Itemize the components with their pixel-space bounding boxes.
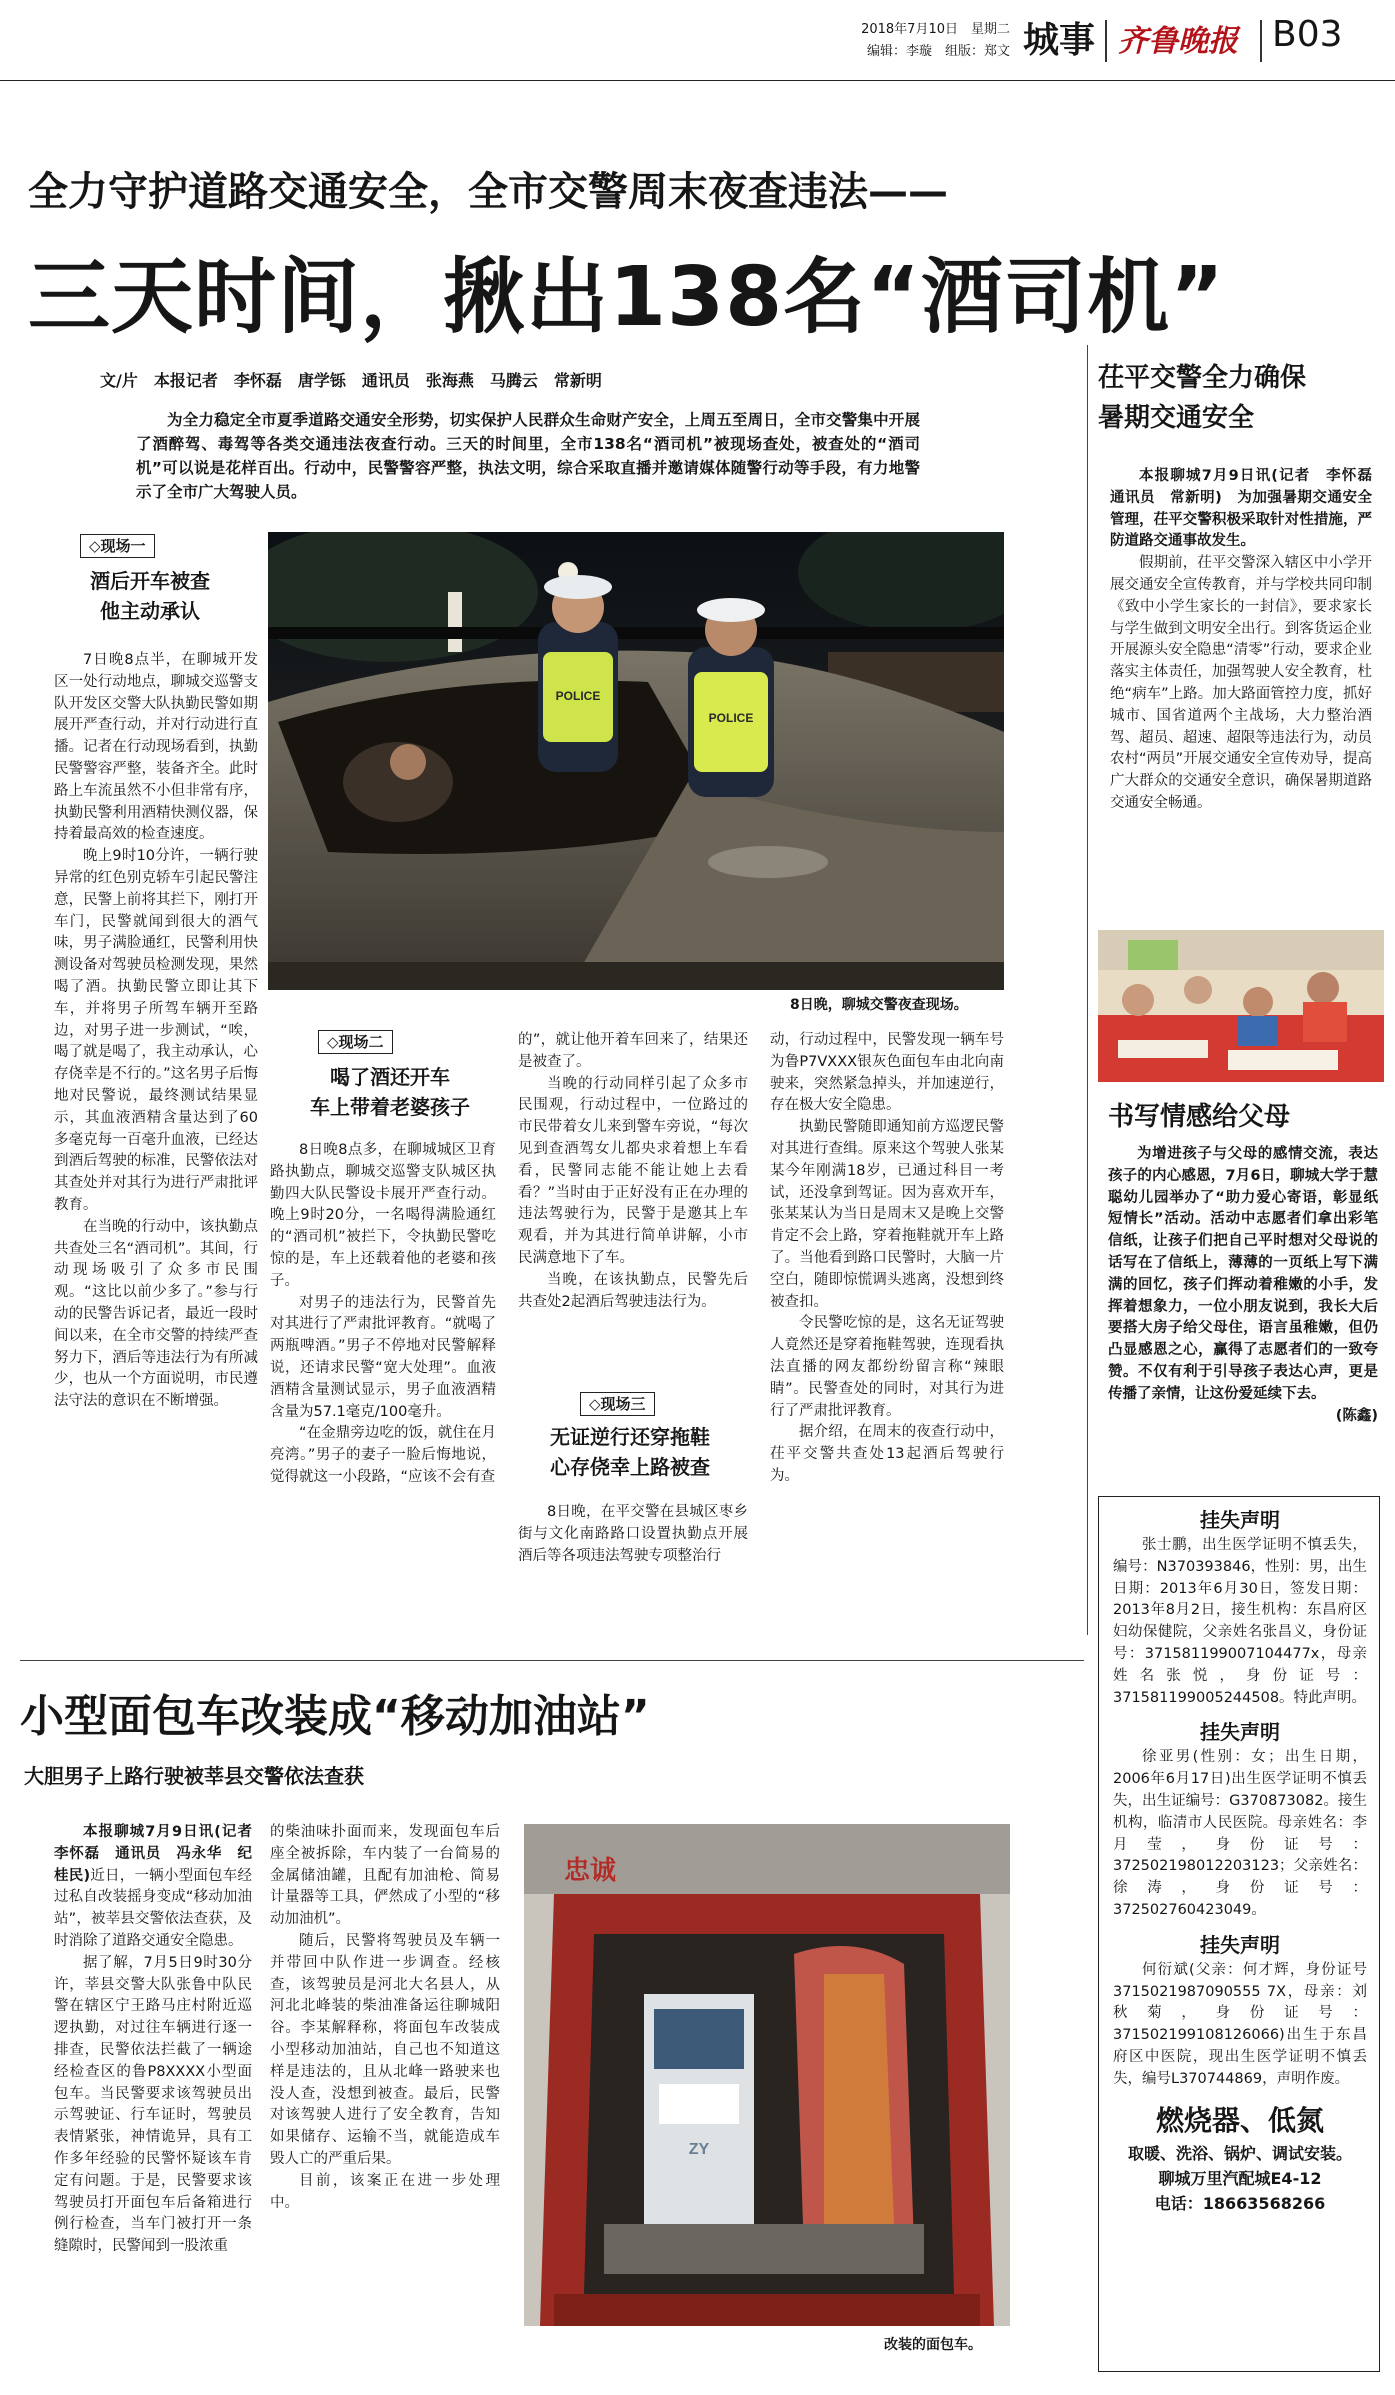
column-two-text: 8日晚8点多，在聊城城区卫育路执勤点，聊城交巡警支队城区执勤四大队民警设卡展开严查行动。晚上9时20分，一名喝得满脸通红的“酒司机”被拦下，令执勤民警吃惊的是，车上还载着他的老婆和孩子。 对男子的违法行为，民警首先对其进行了严肃批评教育。“就喝了两瓶啤酒。”男子不停地对民警解释说，还请求民警“宽大处理”。血液酒精含量测试显示，男子血液酒精含量为57.1毫克/100毫升。 “在金鼎旁边吃的饭，就住在月亮湾。”男子的妻子一脸后悔地说，觉得就这一小段路，“应该不会有查	[270, 1142, 496, 1485]
notice-body: 张士鹏，出生医学证明不慎丢失，编号：N370393846，性别：男，出生日期：2013年6月30日，签发日期：2013年8月2日，接生机构：东昌府区妇幼保健院，父亲姓名张昌义，身份证号：371581199007104477x，母亲姓名张悦，身份证号：371581199005244508。特此声明。	[1113, 1537, 1367, 1706]
section-two-tag: ◇现场二	[318, 1030, 393, 1054]
section-three-title: 无证逆行还穿拖鞋 心存侥幸上路被查	[550, 1425, 710, 1479]
burner-ad: 燃烧器、低氮 取暖、洗浴、锅炉、调试安装。 聊城万里汽配城E4-12 电话：18663568266	[1127, 2103, 1352, 2213]
headline: 三天时间，揪出138名“酒司机”	[28, 250, 1225, 345]
police-vest-label: POLICE	[708, 711, 754, 725]
section-two-title: 喝了酒还开车 车上带着老婆孩子	[310, 1065, 470, 1119]
notice-body: 何衍斌(父亲：何才辉，身份证号3715021987090555 7X，母亲：刘秋菊，身份证号：371502199108126066)出生于东昌府区中医院，现出生医学证明不慎丢失，编号L370744869，声明作废。	[1113, 1961, 1367, 2087]
children-writing-photo	[1098, 930, 1384, 1082]
notice-title: 挂失声明	[1200, 1508, 1280, 1532]
van-column-one: 本报聊城7月9日讯(记者 李怀磊 通讯员 冯永华 纪桂民)近日，一辆小型面包车经过私自改装摇身变成“移动加油站”，被莘县交警依法查获，及时消除了道路交通安全隐患。 据了解，7月5日9时30分许，莘县交警大队张鲁中队民警在辖区宁王路马庄村附近巡逻执勤，对过往车辆进行逐一排查，民警依法拦截了一辆途经检查区的鲁P8XXXX小型面包车。当民警要求该驾驶员出示驾驶证、行车证时，驾驶员表情紧张，神情诡异，具有工作多年经验的民警怀疑该车肯定有问题。于是，民警要求该驾驶员打开面包车后备箱进行例行检查，当车门被打开一条缝隙时，民警闻到一股浓重	[54, 1824, 267, 2255]
sidebar-one-text: 本报聊城7月9日讯(记者 李怀磊 通讯员 常新明) 为加强暑期交通安全管理，茌平交警积极采取针对性措施，严防道路交通事故发生。 假期前，茌平交警深入辖区中小学开展交通安全宣传教育，并与学校共同印制《致中小学生家长的一封信》，要求家长与学生做到文明安全出行。到客货运企业开展源头安全隐患“清零”行动，要求企业落实主体责任，加强驾驶人安全教育，杜绝“病车”上路。加大路面管控力度，抓好城市、国省道两个主战场，大力整治酒驾、超员、超速、超限等违法行为，动员农村“两员”开展交通安全宣传劝导，提高广大群众的交通安全意识，确保暑期道路交通安全畅通。	[1110, 468, 1387, 811]
section-one-title: 酒后开车被查 他主动承认	[90, 569, 210, 623]
notice-title: 挂失声明	[1200, 1932, 1280, 1957]
kicker: 全力守护道路交通安全，全市交警周末夜查违法——	[28, 169, 948, 215]
van-subhead: 大胆男子上路行驶被莘县交警依法查获	[24, 1764, 364, 1788]
header-editors: 编辑：李璇 组版：郑文	[866, 44, 1010, 59]
dispenser-brand-text: ZY	[688, 2141, 710, 2158]
lead-paragraph: 为全力稳定全市夏季道路交通安全形势，切实保护人民群众生命财产安全，上周五至周日，全市交警集中开展了酒醉驾、毒驾等各类交通违法夜查行动。三天的时间里，全市138名“酒司机”被现场查处，被查处的“酒司机”可以说是花样百出。行动中，民警警容严整，执法文明，综合采取直播并邀请媒体随警行动等手段，有力地警示了全市广大驾驶人员。	[136, 411, 920, 501]
shop-sign-text: 忠诚	[564, 1855, 617, 1885]
section-name: 城事	[1023, 20, 1096, 61]
modified-van-photo	[524, 1824, 1010, 2326]
notice-title: 挂失声明	[1200, 1720, 1280, 1745]
night-checkpoint-photo	[268, 532, 1004, 990]
sidebar-one-title: 茌平交警全力确保 暑期交通安全	[1098, 363, 1307, 433]
section-three-tag: ◇现场三	[580, 1392, 655, 1416]
photo-caption: 8日晚，聊城交警夜查现场。	[790, 997, 968, 1013]
van-column-two: 的柴油味扑面而来，发现面包车后座全被拆除，车内装了一台简易的金属储油罐，且配有加油枪、简易计量器等工具，俨然成了小型的“移动加油机”。 随后，民警将驾驶员及车辆一并带回中队作进一步调查。经核查，该驾驶员是河北大名县人，从河北北峰装的柴油准备运往聊城阳谷。李某解释称，将面包车改装成小型移动加油站，自己也不知道这样是违法的，且从北峰一路驶来也没人查，没想到被查。最后，民警对该驾驶人进行了安全教育，告知如果储存、运输不当，就能造成车毁人亡的严重后果。 目前，该案正在进一步处理中。	[270, 1824, 500, 2211]
column-one-text: 7日晚8点半，在聊城开发区一处行动地点，聊城交巡警支队开发区交警大队执勤民警如期展开严查行动，并对行动进行直播。记者在行动现场看到，执勤民警警容严整，装备齐全。此时路上车流虽然不小但非常有序，执勤民警利用酒精快测仪器，保持着最高效的检查速度。 晚上9时10分许，一辆行驶异常的红色别克轿车引起民警注意，民警上前将其拦下，刚打开车门，民警就闻到很大的酒气味，男子满脸通红，民警利用快测设备对驾驶员检测发现，果然喝了酒。执勤民警立即让其下车，并将男子所驾车辆开至路边，对男子进一步测试，“唉，喝了就是喝了，我主动承认，心存侥幸是不行的。”这名男子后悔地对民警说，最终测试结果显示，其血液酒精含量达到了60多毫克每一百毫升血液，已经达到酒后驾驶的标准，民警依法对其查处并对其行为进行严肃批评教育。 在当晚的行动中，该执勤点共查处三名“酒司机”。其间，行动现场吸引了众多市民围观。“这比以前少多了。”参与行动的民警告诉记者，最近一段时间以来，在全市交警的持续严查努力下，酒后等违法行为有所减少，也从一个方面说明，市民遵法守法的意识在不断增强。	[54, 652, 258, 1410]
sidebar-two-text: 为增进孩子与父母的感情交流，表达孩子的内心感恩，7月6日，聊城大学于慧聪幼儿园举办了“助力爱心寄语，彰显纸短情长”活动。活动中志愿者们拿出彩笔信纸，让孩子们把自己平时想对父母说的话写在了信纸上，薄薄的一页纸上写下满满的回忆，孩子们挥动着稚嫩的小手，发挥着想象力，一位小朋友说到，我长大后要搭大房子给父母住，语言虽稚嫩，但仍凸显感恩之心，赢得了志愿者们的一致夸赞。不仅有利于引导孩子表达心声，更是传播了亲情，让这份爱延续下去。 (陈鑫)	[1108, 1146, 1378, 1424]
sidebar-two-title: 书写情感给父母	[1108, 1102, 1291, 1132]
section-one-tag: ◇现场一	[80, 534, 155, 558]
page-number: B03	[1272, 14, 1343, 55]
column-three-continued: 8日晚，在平交警在县城区枣乡街与文化南路路口设置执勤点开展酒后等各项违法驾驶专项整治行	[518, 1504, 748, 1564]
police-vest-label: POLICE	[555, 689, 601, 703]
van-photo-caption: 改装的面包车。	[884, 2337, 982, 2353]
header-date: 2018年7月10日 星期二	[861, 22, 1010, 37]
column-three-text: 的”，就让他开着车回来了，结果还是被查了。 当晚的行动同样引起了众多市民围观，行动过程中，一位路过的市民带着女儿来到警车旁说，“每次见到查酒驾女儿都央求着想上车看看，民警同志能不能让她上去看看？”当时由于正好没有正在办理的违法驾驶行为，民警于是邀其上车观看，并为其进行简单讲解，小市民满意地下了车。 当晚，在该执勤点，民警先后共查处2起酒后驾驶违法行为。	[518, 1032, 748, 1310]
byline: 文/片 本报记者 李怀磊 唐学铄 通讯员 张海燕 马腾云 常新明	[100, 371, 602, 390]
column-four-text: 动，行动过程中，民警发现一辆车号为鲁P7VXXX银灰色面包车由北向南驶来，突然紧急掉头，并加速逆行，存在极大安全隐患。 执勤民警随即通知前方巡逻民警对其进行查缉。原来这个驾驶人张某某今年刚满18岁，已通过科目一考试，还没拿到驾证。因为喜欢开车，张某某认为当日是周末又是晚上交警肯定不会上路，穿着拖鞋就开车上路了。当他看到路口民警时，大脑一片空白，随即惊慌调头逃离，没想到终被查扣。 令民警吃惊的是，这名无证驾驶人竟然还是穿着拖鞋驾驶，连现看执法直播的网友都纷纷留言称“辣眼睛”。民警查处的同时，对其行为进行了严肃批评教育。 据介绍，在周末的夜查行动中，茌平交警共查处13起酒后驾驶行为。	[770, 1032, 1004, 1484]
classified-notices	[1098, 1496, 1380, 2372]
van-headline: 小型面包车改装成“移动加油站”	[20, 1691, 650, 1742]
notice-body: 徐亚男(性别：女；出生日期，2006年6月17日)出生医学证明不慎丢失，出生证编号：G370873082。接生机构，临清市人民医院。母亲姓名：李月莹，身份证号：372502198012203123；父亲姓名：徐涛，身份证号：372502760423049。	[1113, 1749, 1367, 1918]
paper-logo: 齐鲁晚报	[1118, 24, 1238, 59]
